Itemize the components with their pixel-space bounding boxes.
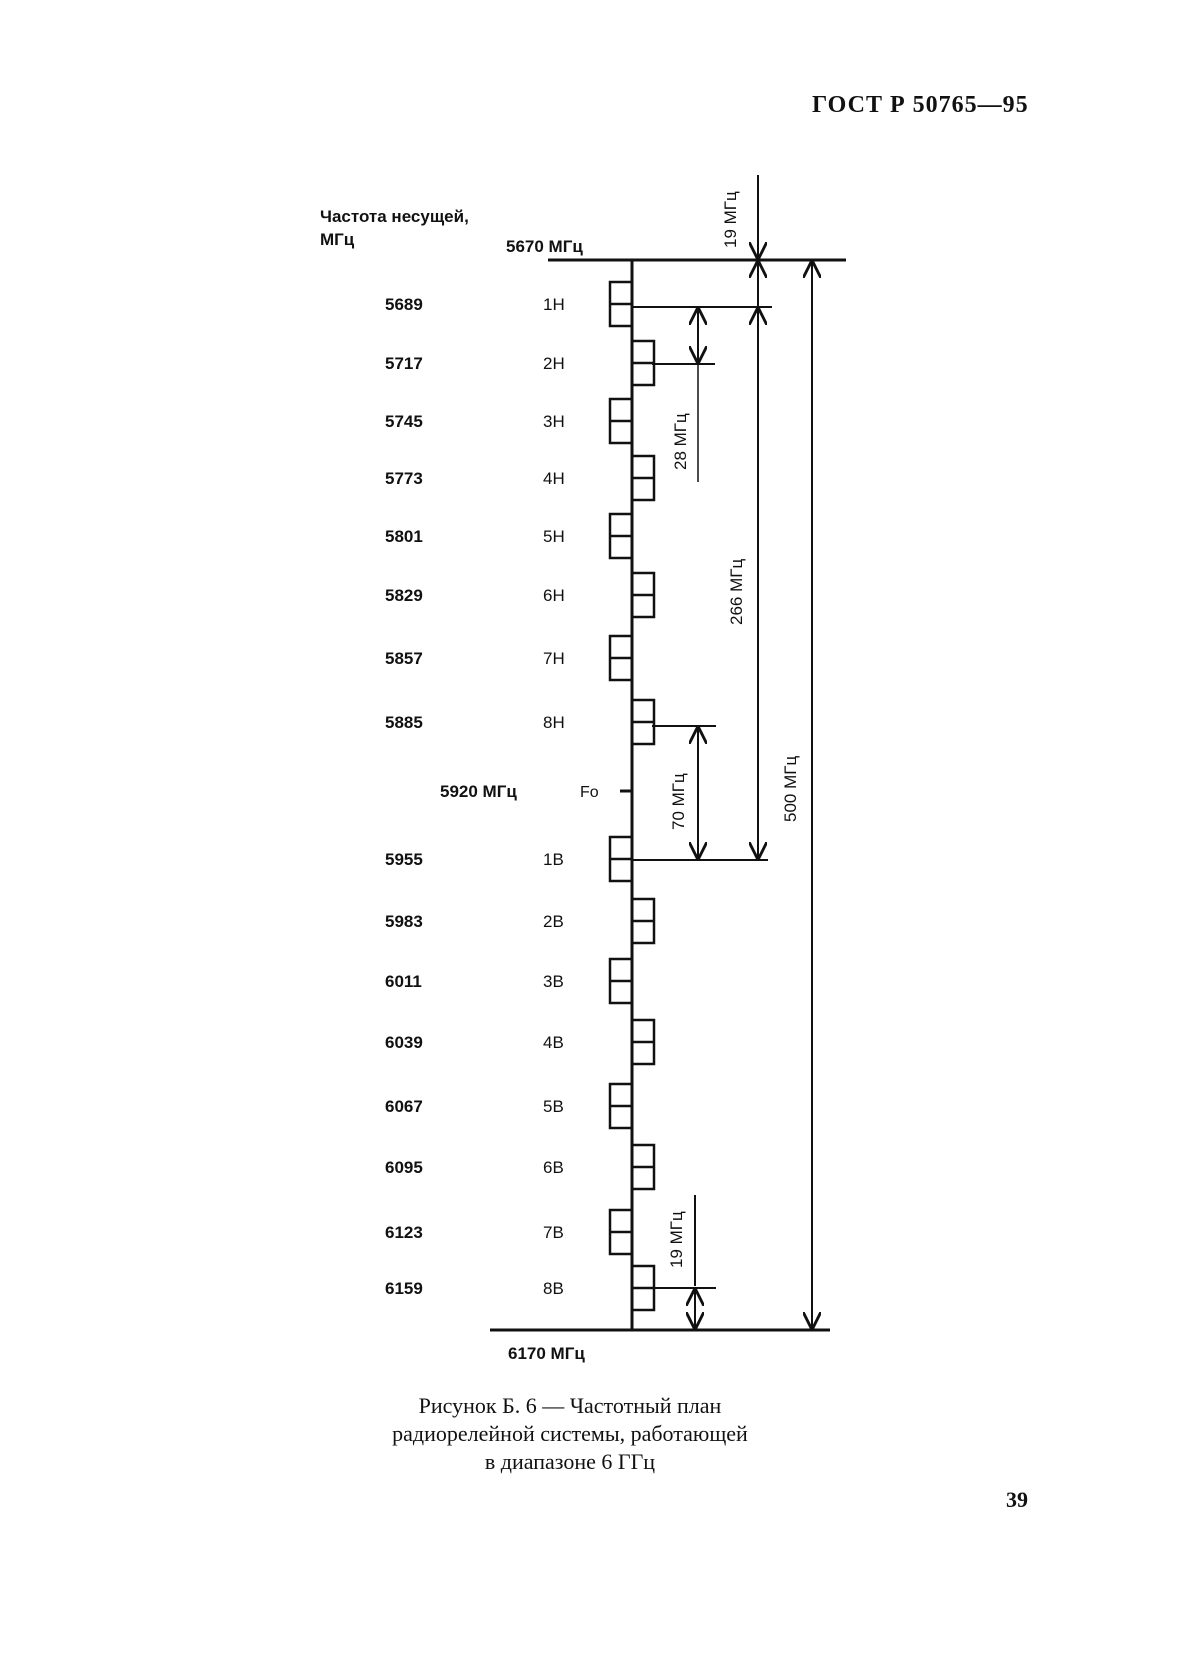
upper-ch2-channel-symbol	[632, 899, 654, 943]
axis-title-line2: МГц	[320, 230, 355, 249]
total-band-label: 500 МГц	[781, 755, 800, 822]
figure-caption	[0, 1392, 1140, 1476]
lower-ch2-frequency-label: 5717	[385, 354, 423, 373]
upper-ch3-frequency-label: 6011	[385, 972, 422, 991]
upper-ch6-frequency-label: 6095	[385, 1158, 423, 1177]
lower-span-label: 266 МГц	[727, 558, 746, 625]
top-frequency-label: 5670 МГц	[506, 237, 583, 256]
lower-ch1-channel-label: 1Н	[543, 295, 565, 314]
upper-ch6-channel-label: 6В	[543, 1158, 564, 1177]
upper-ch8-frequency-label: 6159	[385, 1279, 423, 1298]
bottom-offset-label: 19 МГц	[667, 1211, 686, 1268]
lower-ch5-channel-symbol	[610, 514, 632, 558]
caption-line-2: радиорелейной системы, работающей	[392, 1421, 748, 1446]
upper-ch5-frequency-label: 6067	[385, 1097, 423, 1116]
upper-ch7-frequency-label: 6123	[385, 1223, 423, 1242]
upper-ch1-channel-symbol	[610, 837, 632, 881]
lower-ch4-channel-label: 4Н	[543, 469, 565, 488]
upper-ch3-channel-symbol	[610, 959, 632, 1003]
page-number: 39	[1006, 1487, 1028, 1512]
lower-ch3-frequency-label: 5745	[385, 412, 423, 431]
lower-ch6-channel-symbol	[632, 573, 654, 617]
lower-ch6-channel-label: 6Н	[543, 586, 565, 605]
lower-ch7-frequency-label: 5857	[385, 649, 423, 668]
upper-ch7-channel-label: 7В	[543, 1223, 564, 1242]
lower-ch4-channel-symbol	[632, 456, 654, 500]
upper-ch5-channel-symbol	[610, 1084, 632, 1128]
lower-ch3-channel-symbol	[610, 399, 632, 443]
lower-ch6-frequency-label: 5829	[385, 586, 423, 605]
channel-rows	[385, 282, 654, 1310]
upper-ch1-frequency-label: 5955	[385, 850, 423, 869]
caption-line-1: Рисунок Б. 6 — Частотный план	[418, 1393, 722, 1418]
upper-ch2-channel-label: 2В	[543, 912, 564, 931]
upper-ch2-frequency-label: 5983	[385, 912, 423, 931]
center-channel-label: Fo	[580, 784, 599, 801]
bottom-frequency-label: 6170 МГц	[508, 1344, 585, 1363]
upper-ch5-channel-label: 5В	[543, 1097, 564, 1116]
lower-ch2-channel-symbol	[632, 341, 654, 385]
channel-spacing-label: 28 МГц	[671, 413, 690, 470]
upper-ch4-channel-symbol	[632, 1020, 654, 1064]
lower-ch2-channel-label: 2Н	[543, 354, 565, 373]
lower-ch1-frequency-label: 5689	[385, 295, 423, 314]
lower-ch5-channel-label: 5Н	[543, 527, 565, 546]
lower-ch4-frequency-label: 5773	[385, 469, 423, 488]
upper-ch1-channel-label: 1В	[543, 850, 564, 869]
lower-ch7-channel-symbol	[610, 636, 632, 680]
lower-ch5-frequency-label: 5801	[385, 527, 423, 546]
standard-header: ГОСТ Р 50765—95	[812, 92, 1029, 118]
center-gap-label: 70 МГц	[669, 773, 688, 830]
lower-ch8-channel-symbol	[632, 700, 654, 744]
top-offset-label: 19 МГц	[721, 191, 740, 248]
lower-ch8-frequency-label: 5885	[385, 713, 423, 732]
lower-ch3-channel-label: 3Н	[543, 412, 565, 431]
upper-ch4-channel-label: 4В	[543, 1033, 564, 1052]
axis-title-line1: Частота несущей,	[320, 207, 469, 226]
upper-ch3-channel-label: 3В	[543, 972, 564, 991]
caption-line-3: в диапазоне 6 ГГц	[484, 1449, 656, 1474]
upper-ch7-channel-symbol	[610, 1210, 632, 1254]
lower-ch7-channel-label: 7Н	[543, 649, 565, 668]
upper-ch8-channel-symbol	[632, 1266, 654, 1310]
center-frequency-label: 5920 МГц	[440, 782, 517, 801]
upper-ch4-frequency-label: 6039	[385, 1033, 423, 1052]
lower-ch1-channel-symbol	[610, 282, 632, 326]
upper-ch8-channel-label: 8В	[543, 1279, 564, 1298]
lower-ch8-channel-label: 8Н	[543, 713, 565, 732]
upper-ch6-channel-symbol	[632, 1145, 654, 1189]
